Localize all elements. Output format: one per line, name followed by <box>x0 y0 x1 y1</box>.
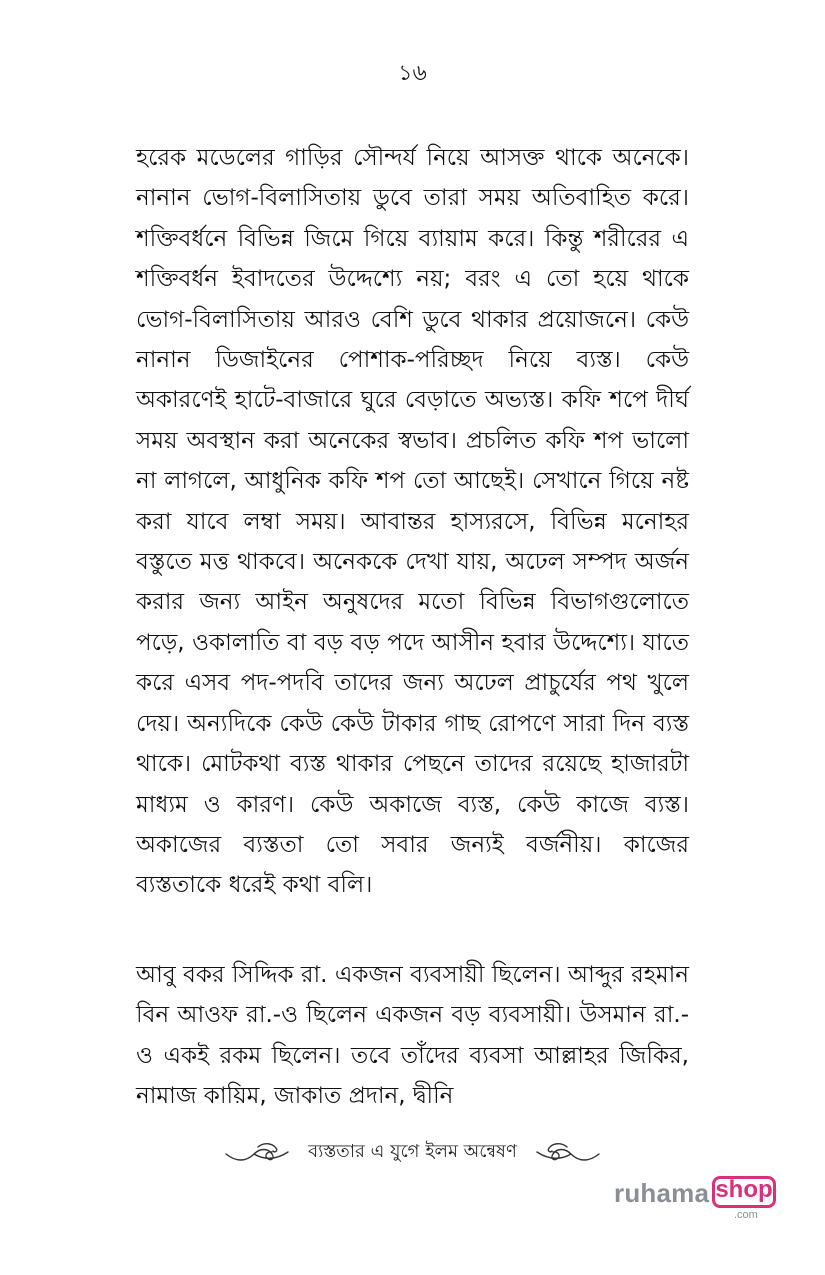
logo-text-ruhama: ruhama <box>614 1178 710 1208</box>
paragraph-text: হরেক মডেলের গাড়ির সৌন্দর্য নিয়ে আসক্ত থাকে অনেকে। নানান ভোগ-বিলাসিতায় ডুবে তারা সময় অতিবাহিত করে। শক্তিবর্ধনে বিভিন্ন জিমে গিয়ে ব্যায়াম করে। কিন্তু শরীরের এ শক্তিবর্ধন ইবাদতের উদ্দেশ্যে নয়; বরং এ তো হয়ে থাকে ভোগ-বিলাসিতায় আরও বেশি ডুবে থাকার প্রয়োজনে। কেউ নানান ডিজাইনের পোশাক-পরিচ্ছদ নিয়ে ব্যস্ত। কেউ অকারণেই হাটে-বাজারে ঘুরে বেড়াতে অভ্যস্ত। কফি শপে দীর্ঘ সময় অবস্থান করা অনেকের স্বভাব। প্রচলিত কফি শপ ভালো না লাগলে, আধুনিক কফি শপ তো আছেই। সেখানে গিয়ে নষ্ট করা যাবে লম্বা সময়। আবান্তর হাস্যরসে, বিভিন্ন মনোহর বস্তুতে মত্ত থাকবে। অনেককে দেখা যায়, অঢেল সম্পদ অর্জন করার জন্য আইন অনুষদের মতো বিভিন্ন বিভাগগুলোতে পড়ে, ওকালাতি বা বড় বড় পদে আসীন হবার উদ্দেশ্যে। যাতে করে এসব পদ-পদবি তাদের জন্য অঢেল প্রাচুর্যের পথ খুলে দেয়। অন্যদিকে কেউ কেউ টাকার গাছ রোপণে সারা দিন ব্যস্ত থাকে। মোটকথা ব্যস্ত থাকার পেছনে তাদের রয়েছে হাজারটা মাধ্যম ও কারণ। কেউ অকাজে ব্যস্ত, কেউ কাজে ব্যস্ত। অকাজের ব্যস্ততা তো সবার জন্যই বর্জনীয়। কাজের ব্যস্ততাকে ধরেই কথা বলি। <box>136 145 689 899</box>
paragraph-text: আবু বকর সিদ্দিক রা. একজন ব্যবসায়ী ছিলেন। আব্দুর রহমান বিন আওফ রা.-ও ছিলেন একজন বড় ব্যবসায়ী। উসমান রা.-ও একই রকম ছিলেন। তবে তাঁদের ব্যবসা আল্লাহর জিকির, নামাজ কায়িম, জাকাত প্রদান, দ্বীনি <box>136 962 689 1110</box>
logo-shop-box <box>712 1176 776 1208</box>
body-paragraph-2 <box>136 955 689 1117</box>
logo-text-com: .com <box>734 1209 758 1221</box>
ruhamashop-logo <box>614 1176 784 1224</box>
page-number: ১৬ <box>398 61 427 86</box>
body-paragraph-1 <box>136 138 689 906</box>
running-footer <box>0 1134 825 1170</box>
logo-text-shop: shop <box>715 1176 773 1203</box>
book-title: ব্যস্ততার এ যুগে ইলম অন্বেষণ <box>308 1141 517 1162</box>
left-flourish-icon <box>224 1138 290 1166</box>
right-flourish-icon <box>535 1138 601 1166</box>
